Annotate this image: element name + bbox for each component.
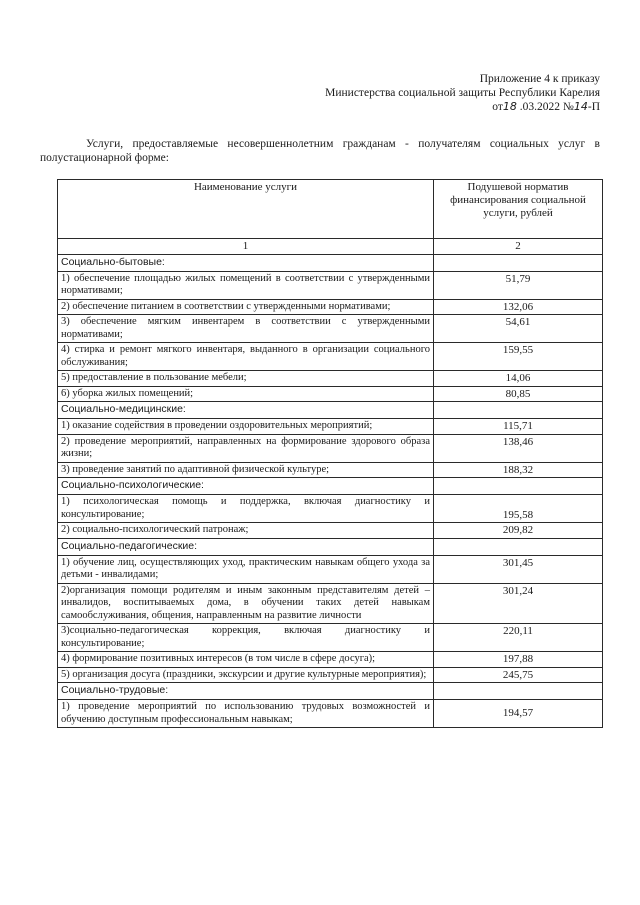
section-empty-cell [434,402,603,419]
order-year: 2022 [537,101,560,113]
service-name: 1) оказание содействия в проведении оздоровительных мероприятий; [58,419,434,435]
services-table-body [58,254,603,728]
norm-value: 188,32 [434,462,603,478]
column-number-1: 1 [58,239,434,255]
section-row [58,683,603,700]
column-header-norm: Подушевой норматив финансирования социальной услуги, рублей [434,180,603,239]
order-number: 14 [573,100,588,113]
service-name: 4) формирование позитивных интересов (в том числе в сфере досуга); [58,652,434,668]
section-row [58,538,603,555]
norm-value: 245,75 [434,667,603,683]
section-row [58,402,603,419]
column-header-service: Наименование услуги [58,180,434,239]
table-row [58,700,603,728]
appendix-title: Приложение 4 к приказу [479,73,600,85]
norm-value: 194,57 [434,700,603,728]
service-name: 3) обеспечение мягким инвентарем в соответствии с утвержденными нормативами; [58,315,434,343]
table-row [58,419,603,435]
services-table [57,179,603,728]
service-name: 4) стирка и ремонт мягкого инвентаря, выданного в организации социального обслуживания; [58,343,434,371]
order-day: 18 [502,100,517,113]
service-name: 1) проведение мероприятий по использованию трудовых возможностей и обучению доступным профессиональным навыкам; [58,700,434,728]
section-title: Социально-психологические: [58,478,434,495]
service-name: 2)организация помощи родителям и иным законным представителям детей – инвалидов, воспитываемых дома, в обучении таких детей навыкам самообслуживания, общения, направленным на развитие личности [58,583,434,624]
service-name: 1) обеспечение площадью жилых помещений в соответствии с утвержденными нормативами; [58,271,434,299]
order-date-number: от18 .03.2022 №14-П [492,100,600,113]
section-empty-cell [434,683,603,700]
column-number-2: 2 [434,239,603,255]
service-name: 5) организация досуга (праздники, экскурсии и другие культурные мероприятия); [58,667,434,683]
intro-paragraph: Услуги, предоставляемые несовершеннолетним гражданам - получателям социальных услуг в полустационарной форме: [40,138,600,164]
service-name: 1) обучение лиц, осуществляющих уход, практическим навыкам общего ухода за детьми - инвалидами; [58,555,434,583]
section-title: Социально-трудовые: [58,683,434,700]
table-row [58,386,603,402]
table-row [58,555,603,583]
section-row [58,254,603,271]
norm-value: 115,71 [434,419,603,435]
norm-value: 80,85 [434,386,603,402]
norm-value: 197,88 [434,652,603,668]
table-row [58,434,603,462]
norm-value: 301,45 [434,555,603,583]
table-row [58,462,603,478]
section-empty-cell [434,538,603,555]
table-row [58,652,603,668]
norm-value: 301,24 [434,583,603,624]
service-name: 2) проведение мероприятий, направленных на формирование здорового образа жизни; [58,434,434,462]
table-row [58,523,603,539]
table-row [58,371,603,387]
ministry-name: Министерства социальной защиты Республики Карелия [325,87,600,99]
section-empty-cell [434,254,603,271]
norm-value: 209,82 [434,523,603,539]
service-name: 2) социально-психологический патронаж; [58,523,434,539]
table-row [58,315,603,343]
table-row [58,299,603,315]
norm-value: 54,61 [434,315,603,343]
service-name: 5) предоставление в пользование мебели; [58,371,434,387]
table-row [58,495,603,523]
appendix-header [325,72,600,114]
section-title: Социально-педагогические: [58,538,434,555]
table-row [58,624,603,652]
section-row [58,478,603,495]
service-name: 6) уборка жилых помещений; [58,386,434,402]
service-name: 3)социально-педагогическая коррекция, включая диагностику и консультирование; [58,624,434,652]
norm-value: 132,06 [434,299,603,315]
service-name: 3) проведение занятий по адаптивной физической культуре; [58,462,434,478]
norm-value: 138,46 [434,434,603,462]
order-month: .03. [519,101,537,113]
norm-value: 220,11 [434,624,603,652]
table-row [58,271,603,299]
service-name: 1) психологическая помощь и поддержка, включая диагностику и консультирование; [58,495,434,523]
norm-value: 195,58 [434,495,603,523]
table-row [58,343,603,371]
norm-value: 51,79 [434,271,603,299]
service-name: 2) обеспечение питанием в соответствии с утвержденными нормативами; [58,299,434,315]
table-row [58,667,603,683]
section-empty-cell [434,478,603,495]
section-title: Социально-бытовые: [58,254,434,271]
norm-value: 159,55 [434,343,603,371]
table-row [58,583,603,624]
norm-value: 14,06 [434,371,603,387]
section-title: Социально-медицинские: [58,402,434,419]
